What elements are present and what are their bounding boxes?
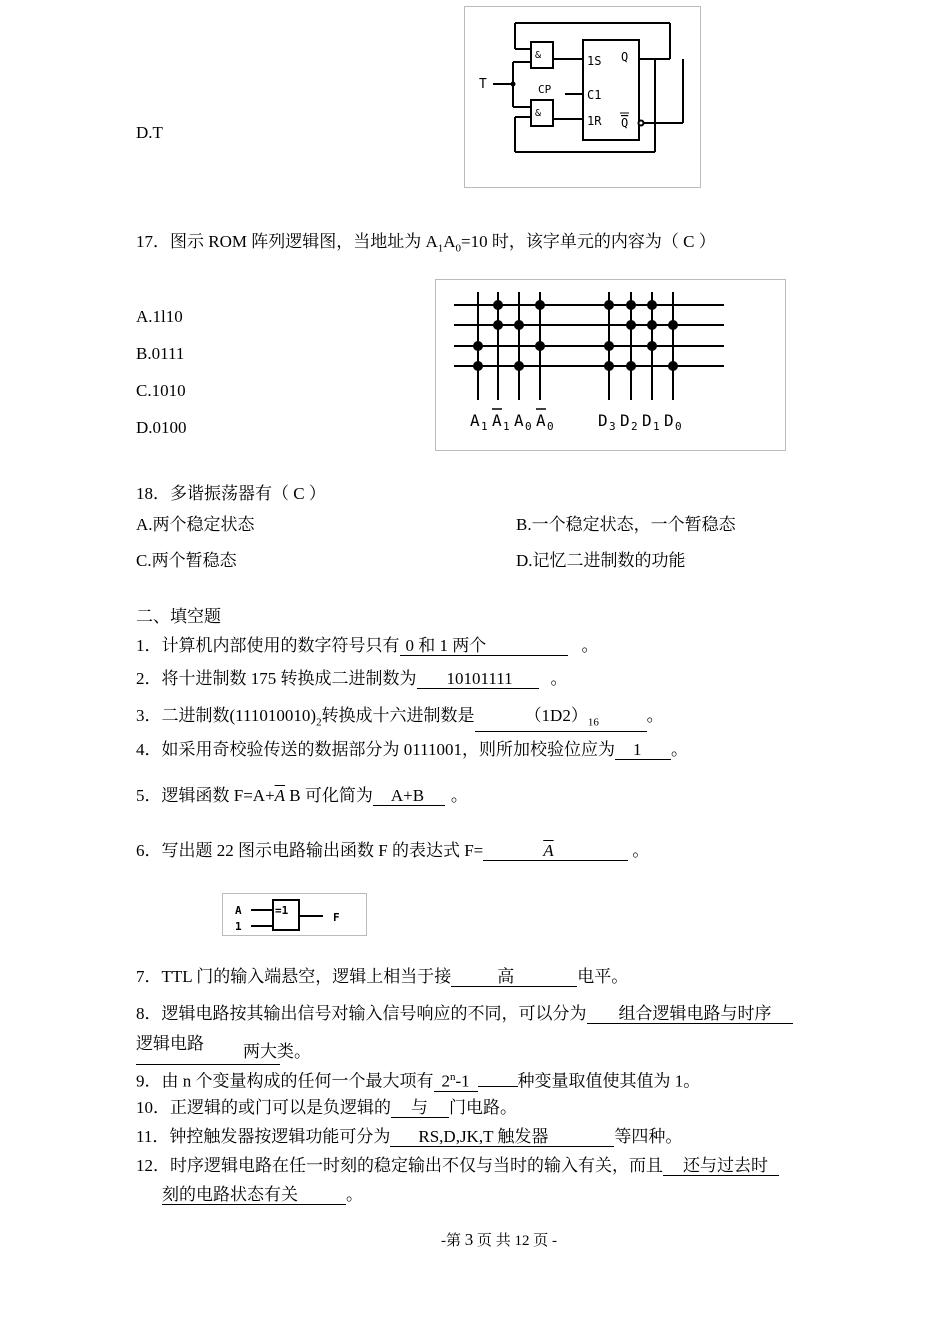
q18-option-b: B.一个稳定状态，一个暂稳态 [516,515,736,534]
rom-label-a0: A [514,411,524,430]
fill-9-sup: n [450,1071,456,1083]
fill-10-end: 门电路。 [449,1098,517,1117]
q17-stem-prefix: 17．图示 ROM 阵列逻辑图，当地址为 A [136,232,438,251]
q16-gate-top: & [535,50,542,61]
fill-12-end: 。 [346,1185,363,1204]
fill-2-answer: 10101111 [417,670,539,689]
q17-stem-sub0: 0 [455,242,462,255]
fill-12-answer-1: 还与过去时 [663,1157,779,1176]
fill-3-answer-sub: 16 [587,716,599,729]
fill-item-12-line2 [162,1184,363,1206]
page-footer [441,1229,557,1252]
rom-label-a1-sub: 1 [481,420,488,433]
fill-9-answer-tail: -1 [455,1071,470,1091]
fill-item-3 [136,705,664,733]
rom-label-d2-sub: 2 [631,420,638,433]
footer-page-number: 3 [464,1230,474,1249]
q17-option-c: C.1010 [136,381,186,400]
rom-label-d1-sub: 1 [653,420,660,433]
fill-8-answer-2: 两大类。 [243,1042,311,1061]
xor-gate-diagram [223,894,366,935]
fill-8-underline [136,1064,280,1065]
fill-2-text: 2．将十进制数 175 转换成二进制数为 [136,669,417,688]
rom-label-a1bar: A [492,411,502,430]
fill-item-8-line1 [136,1003,793,1025]
rom-label-d1: D [642,411,652,430]
fill-4-text: 4．如采用奇校验传送的数据部分为 0111001，则所加校验位应为 [136,740,615,759]
fill-6-answer: $\overline{A}$ [543,841,554,860]
fill-8-text: 8．逻辑电路按其输出信号对输入信号响应的不同，可以分为 [136,1004,587,1023]
q16-circuit-diagram [465,7,700,187]
q18-option-d: D.记忆二进制数的功能 [516,551,686,570]
fill-3-end: 。 [646,706,664,725]
fill-item-2 [136,668,568,690]
rom-label-a0-sub: 0 [525,420,532,433]
q16-option-d: D.T [136,123,163,142]
fill-3-text: 3．二进制数(111010010) [136,706,317,725]
xor-input-a: A [235,904,242,917]
xor-gate-label: =1 [275,904,289,917]
fill-10-answer: 与 [391,1099,449,1118]
fill-item-6 [136,840,649,862]
fill-5-text: 5．逻辑函数 F=A+ [136,786,275,805]
fill-4-answer: 1 [615,741,671,760]
q17-stem-mid: A [443,232,456,251]
fill-6-end: 。 [632,841,650,860]
q17-rom-diagram [436,280,785,450]
fill-3-sub: 2 [316,716,322,729]
q18-option-a: A.两个稳定状态 [136,515,255,534]
q17-option-a: A.1l10 [136,307,183,326]
q17-stem [136,231,716,259]
q16-ff-c: C1 [587,88,602,102]
rom-label-d3-sub: 3 [609,420,616,433]
q18-option-c: C.两个暂稳态 [136,551,237,570]
fill-item-11 [136,1126,682,1148]
section2-title: 二、填空题 [136,607,221,626]
rom-label-d3: D [598,411,608,430]
fill-11-end: 等四种。 [614,1127,683,1146]
fill-3-answer: （1D2） [524,706,588,725]
rom-label-a0bar: A [536,411,546,430]
fill-5-end: 。 [450,786,468,805]
fill-9-answer: 2 [441,1071,450,1091]
fill-12-answer-2: 刻的电路状态有关 [162,1186,346,1205]
footer-suffix: 页 共 12 页 - [477,1233,557,1249]
fill-11-text: 11．钟控触发器按逻辑功能可分为 [136,1127,391,1146]
fill-2-end: 。 [550,669,568,688]
xor-input-1: 1 [235,920,242,933]
footer-prefix: -第 [441,1233,461,1249]
fill-9-end: 种变量取值使其值为 1。 [517,1071,701,1091]
q16-input-t: T [479,77,487,92]
rom-label-d0: D [664,411,674,430]
fill-item-12 [136,1155,779,1177]
fill-9-text: 9．由 n 个变量构成的任何一个最大项有 [136,1071,434,1091]
fill-7-text: 7．TTL 门的输入端悬空，逻辑上相当于接 [136,967,452,986]
fill-8-line2: 逻辑电路 [136,1034,204,1053]
q16-circuit-figure [464,6,701,188]
q16-gate-bottom: & [535,108,542,119]
q16-cp-label: CP [538,83,552,96]
q17-rom-figure [435,279,786,451]
fill-5-mid: B 可化简为 [289,786,373,805]
rom-label-d0-sub: 0 [675,420,682,433]
rom-label-a1: A [470,411,480,430]
fill-7-end: 电平。 [577,967,629,986]
q17-stem-sub1: 1 [437,242,444,255]
xor-output-f: F [333,911,340,924]
q16-ff-r: 1R [587,114,602,128]
q17-option-b: B.0111 [136,344,185,363]
q16-ff-s: 1S [587,54,602,68]
rom-label-a0bar-sub: 0 [547,420,554,433]
fill-1-answer: 0 和 1 两个 [400,637,568,656]
fill-item-1 [136,635,599,657]
rom-label-a1bar-sub: 1 [503,420,510,433]
fill-4-end: 。 [671,740,688,759]
fill-8-answer-1: 组合逻辑电路与时序 [587,1005,793,1024]
fill-10-text: 10．正逻辑的或门可以是负逻辑的 [136,1098,391,1117]
fill-item-7 [136,966,628,988]
fill-6-gate-figure [222,893,367,936]
fill-7-answer: 高 [451,968,577,987]
q18-stem: 18．多谐振荡器有（ C ） [136,484,326,503]
rom-label-d2: D [620,411,630,430]
fill-item-5 [136,785,468,807]
fill-item-4 [136,739,688,761]
fill-6-text: 6．写出题 22 图示电路输出函数 F 的表达式 F= [136,841,484,860]
fill-3-mid: 转换成十六进制数是 [321,706,475,725]
q16-output-q: Q [621,50,629,64]
q17-option-d: D.0100 [136,418,187,437]
fill-1-end: 。 [581,636,599,655]
fill-11-answer: RS,D,JK,T 触发器 [390,1128,614,1147]
q17-stem-suffix: =10 时，该字单元的内容为（ C ） [461,232,716,251]
fill-5-answer: A+B [373,787,445,806]
fill-12-text: 12．时序逻辑电路在任一时刻的稳定输出不仅与当时的输入有关，而且 [136,1156,663,1175]
fill-item-10 [136,1097,517,1119]
fill-5-abar: $\overline{A}$ [274,786,286,805]
fill-item-9 [136,1068,700,1093]
fill-1-text: 1．计算机内部使用的数字符号只有 [136,636,400,655]
q16-output-qbar: Q [621,116,629,130]
